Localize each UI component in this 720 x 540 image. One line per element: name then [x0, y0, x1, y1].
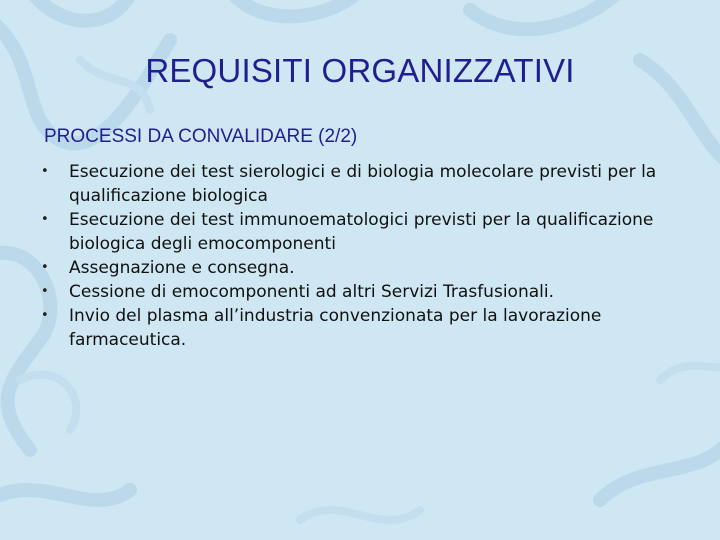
- bullet-item: [40, 208, 680, 256]
- bullet-icon: •: [41, 284, 49, 299]
- bullet-text: Assegnazione e consegna.: [69, 258, 295, 278]
- bullet-item: [40, 160, 680, 208]
- bullet-text: Esecuzione dei test immunoematologici previsti per la qualificazione biologica degli emocomponenti: [69, 210, 654, 254]
- bullet-icon: •: [41, 212, 49, 227]
- bullet-icon: •: [41, 164, 49, 179]
- bullet-text: Invio del plasma all’industria convenzionata per la lavorazione farmaceutica.: [69, 306, 602, 350]
- bullet-icon: •: [41, 308, 49, 323]
- bullet-text: Esecuzione dei test sierologici e di biologia molecolare previsti per la qualificazione biologica: [69, 162, 657, 206]
- slide-title: REQUISITI ORGANIZZATIVI: [145, 52, 575, 89]
- bullet-item: [40, 304, 680, 352]
- bullet-item: [40, 280, 680, 304]
- bullet-item: [40, 256, 680, 280]
- bullet-icon: •: [41, 260, 49, 275]
- bullet-list: [40, 160, 680, 352]
- section-subheading: PROCESSI DA CONVALIDARE (2/2): [44, 126, 358, 147]
- bullet-text: Cessione di emocomponenti ad altri Servizi Trasfusionali.: [69, 282, 554, 302]
